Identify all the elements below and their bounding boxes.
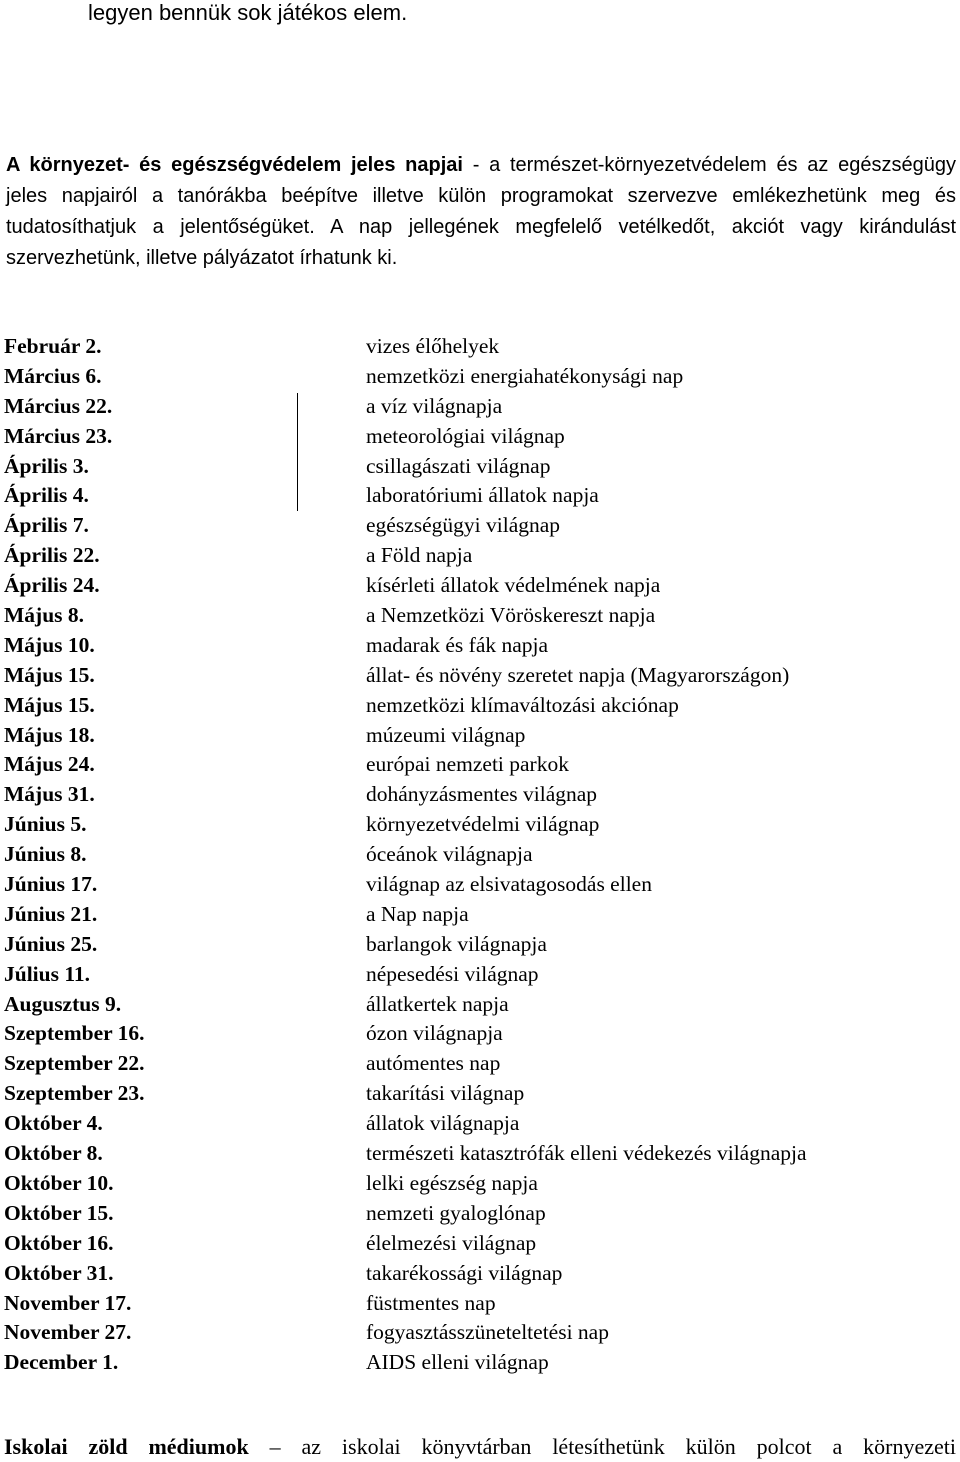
calendar-event: óceánok világnapja [366,842,533,867]
calendar-date: Május 10. [4,632,95,657]
bottom-text: – az iskolai könyvtárban létesíthetünk külön polcot a környezeti [248,1434,956,1459]
calendar-event: európai nemzeti parkok [366,752,569,777]
calendar-event: múzeumi világnap [366,722,526,747]
calendar-date: November 17. [4,1290,132,1315]
calendar-date: Augusztus 9. [4,991,122,1016]
calendar-event: a Föld napja [366,543,473,568]
calendar-event: autómentes nap [366,1051,501,1076]
calendar-date: Október 15. [4,1200,114,1225]
calendar-date: Október 16. [4,1230,114,1255]
calendar-date: Március 22. [4,393,113,418]
calendar-event: nemzeti gyaloglónap [366,1200,546,1225]
calendar-event: kísérleti állatok védelmének napja [366,573,661,598]
calendar-date: Május 31. [4,782,95,807]
calendar-date: Április 22. [4,543,100,568]
calendar-event: nemzetközi klímaváltozási akciónap [366,692,679,717]
calendar-event: állatok világnapja [366,1111,520,1136]
calendar-date: Február 2. [4,334,102,358]
calendar-date: Április 7. [4,513,89,538]
calendar-event: dohányzásmentes világnap [366,782,598,807]
calendar-event: vizes élőhelyek [366,334,500,358]
bottom-bold-lead: Iskolai zöld médiumok [4,1434,249,1459]
intro-paragraph [6,150,956,274]
calendar-date: Szeptember 22. [4,1051,145,1076]
calendar-event: természeti katasztrófák elleni védekezés világnapja [366,1141,807,1166]
calendar-event: a Nemzetközi Vöröskereszt napja [366,603,656,628]
calendar-date: Október 10. [4,1170,114,1195]
calendar-date: Június 25. [4,931,98,956]
calendar-date: Június 5. [4,812,87,837]
calendar-event: állat- és növény szeretet napja (Magyarországon) [366,662,790,687]
calendar-event: csillagászati világnap [366,453,551,478]
calendar-event: környezetvédelmi világnap [366,812,600,837]
calendar-event: egészségügyi világnap [366,513,561,538]
dates-column [4,332,334,1378]
calendar-date: Június 21. [4,901,98,926]
calendar-date: Május 15. [4,692,95,717]
calendar-date: Június 8. [4,842,87,867]
calendar-date: Június 17. [4,872,98,897]
calendar-date: Szeptember 16. [4,1021,145,1046]
calendar-date: December 1. [4,1350,119,1375]
vertical-divider [297,393,298,511]
calendar-event: takarékossági világnap [366,1260,563,1285]
calendar-date: Szeptember 23. [4,1081,145,1106]
calendar-date: Október 8. [4,1141,103,1166]
calendar-date: Május 24. [4,752,95,777]
calendar-event: barlangok világnapja [366,931,547,956]
calendar-event: népesedési világnap [366,961,539,986]
calendar-event: füstmentes nap [366,1290,496,1315]
calendar-event: takarítási világnap [366,1081,525,1106]
calendar-event: AIDS elleni világnap [366,1350,549,1375]
calendar-date: Október 4. [4,1111,103,1136]
calendar-event: a víz világnapja [366,393,503,418]
events-column [366,332,956,1378]
calendar-date: Július 11. [4,961,91,986]
calendar-date: Március 6. [4,363,102,388]
calendar-event: a Nap napja [366,901,469,926]
calendar-event: nemzetközi energiahatékonysági nap [366,363,684,388]
bottom-line-text [4,1434,956,1460]
calendar-event: lelki egészség napja [366,1170,538,1195]
calendar-date: Március 23. [4,423,113,448]
calendar-date: Május 18. [4,722,95,747]
calendar-event: laboratóriumi állatok napja [366,483,599,508]
calendar-event: meteorológiai világnap [366,423,565,448]
calendar-event: állatkertek napja [366,991,509,1016]
calendar-date: Április 24. [4,573,100,598]
paragraph-bold-lead: A környezet- és egészségvédelem jeles napjai [6,154,463,176]
calendar-date: Május 15. [4,662,95,687]
paragraph-text: - a természet-környezetvédelem és az egészségügy jeles napjairól a tanórákba beépítve illetve külön programokat szervezve emlékezhetünk meg és tudatosíthatjuk a jelentőségüket. A nap jellegének megfelelő vetélkedőt, akciót vagy kirándulást szervezhetünk, illetve pályázatot írhatunk ki. [6,154,956,269]
calendar-date: Április 3. [4,453,89,478]
top-line-text: legyen bennük sok játékos elem. [88,0,408,25]
calendar-event: élelmezési világnap [366,1230,537,1255]
calendar-date: Október 31. [4,1260,114,1285]
calendar-date: November 27. [4,1320,132,1345]
calendar-date: Május 8. [4,603,85,628]
calendar-event: ózon világnapja [366,1021,503,1046]
calendar-event: világnap az elsivatagosodás ellen [366,872,652,897]
calendar-event: madarak és fák napja [366,632,549,657]
calendar-date: Április 4. [4,483,89,508]
calendar-event: fogyasztásszüneteltetési nap [366,1320,609,1345]
